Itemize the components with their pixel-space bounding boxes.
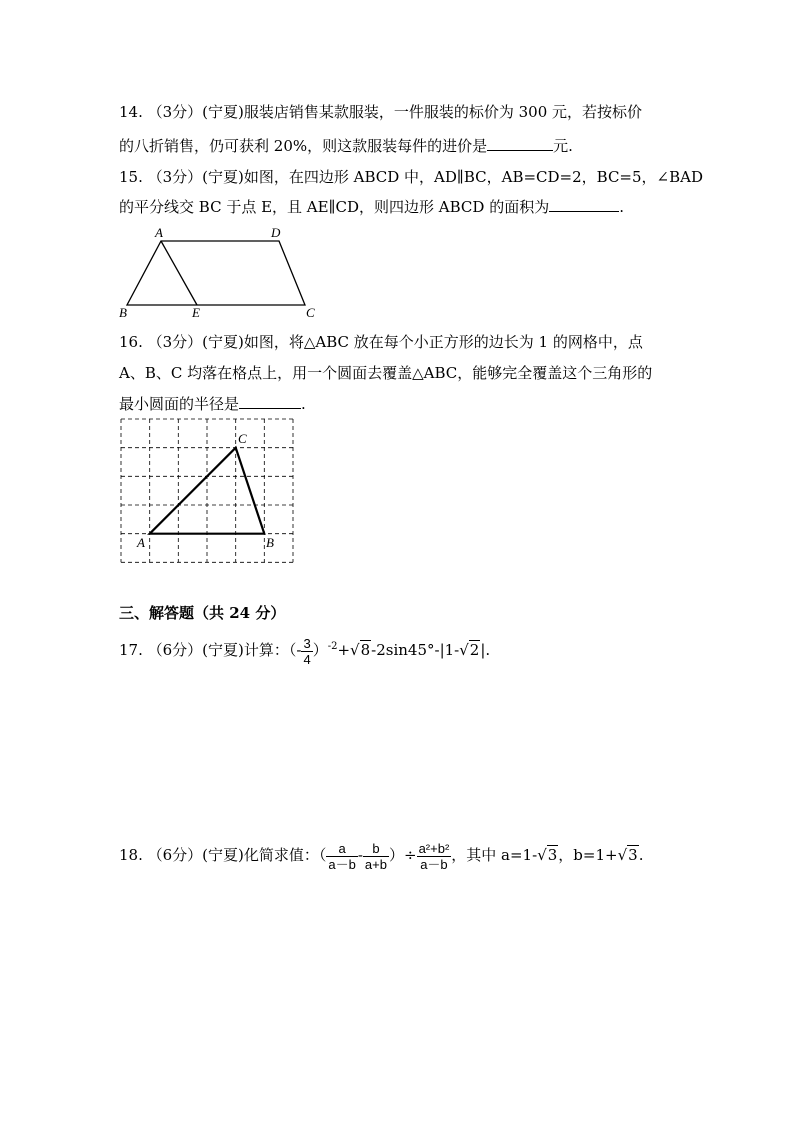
q14-line2-text: 的八折销售，仍可获利 20%，则这款服装每件的进价是 xyxy=(119,137,488,155)
q16-grid-figure xyxy=(115,415,300,567)
q15-answer-blank[interactable] xyxy=(549,197,619,212)
q14-line2 xyxy=(119,136,573,156)
q18-tail2: ，b=1+ xyxy=(558,846,618,864)
q18-minus: - xyxy=(357,846,363,864)
q18-f2-den: a+b xyxy=(364,856,387,872)
q18-fraction-3 xyxy=(417,841,452,872)
q18-fraction-2 xyxy=(363,841,389,872)
q18-f2-num: b xyxy=(363,841,389,857)
q16-line2: A、B、C 均落在格点上，用一个圆面去覆盖△ABC，能够完全覆盖这个三角形的 xyxy=(119,364,653,382)
segment-ae xyxy=(161,241,197,305)
q18-line: 18. （6分）(宁夏)化简求值：（ $\frac{a}{a-b}$ - $\frac{b}{a+b}$ ）÷ $\frac{\text{a²+b²}}{a-b}$ ，其中 a=1-√3，b=1+√3. xyxy=(119,840,644,872)
q17-end: |. xyxy=(480,641,491,659)
q18-f3-num: a²+b² xyxy=(418,840,450,856)
q14-line1: 14. （3分）(宁夏)服装店销售某款服装，一件服装的标价为 300 元，若按标价 xyxy=(119,103,643,121)
trapezoid-abcd xyxy=(127,241,305,305)
q18-close: ）÷ xyxy=(388,846,417,864)
q17-exponent: -2 xyxy=(327,641,338,652)
q17-plus: + xyxy=(337,641,351,659)
q17-frac-num: 3 xyxy=(303,635,311,651)
label-b: B xyxy=(266,535,274,550)
q18-f1-den: a－b xyxy=(328,856,356,872)
q15-line2 xyxy=(119,197,624,217)
q18-prefix: 18. （6分）(宁夏)化简求值：（ xyxy=(119,846,327,864)
q17-prefix: 17. （6分）(宁夏)计算：（ xyxy=(119,641,297,659)
q15-line1: 15. （3分）(宁夏)如图，在四边形 ABCD 中，AD∥BC，AB=CD=2，BC=5，∠BAD xyxy=(119,168,703,186)
label-e: E xyxy=(192,305,200,320)
q18-f1-num: a xyxy=(326,841,357,857)
q17-fraction xyxy=(301,636,312,667)
section-3-title: 三、解答题（共 24 分） xyxy=(119,604,286,622)
label-a: A xyxy=(137,535,145,550)
q18-tail3: . xyxy=(638,846,644,864)
q18-sqrt3b: 3 xyxy=(628,846,638,864)
q16-line1: 16. （3分）(宁夏)如图，将△ABC 放在每个小正方形的边长为 1 的网格中，点 xyxy=(119,333,643,351)
q14-line2-end: 元. xyxy=(553,137,573,155)
q18-fraction-1 xyxy=(326,841,357,872)
q18-tail1: ，其中 a=1- xyxy=(451,846,538,864)
label-c: C xyxy=(306,305,315,320)
label-b: B xyxy=(119,305,127,320)
label-a: A xyxy=(155,225,163,240)
q18-f3-den: a－b xyxy=(420,856,448,872)
q18-sqrt3a: 3 xyxy=(547,846,558,864)
q17-sqrt2: 2 xyxy=(469,641,480,659)
q17-frac-sign: - xyxy=(296,641,302,659)
q17-line: 17. （6分）(宁夏)计算：（- $\frac{3}{4}$ ）$^{-2}$+√8-2sin45°-|1-√2|. xyxy=(119,635,491,667)
q16-line3-text: 最小圆面的半径是 xyxy=(119,395,240,413)
q14-answer-blank[interactable] xyxy=(487,136,553,151)
q17-sqrt8: 8 xyxy=(360,641,371,659)
q17-close: ） xyxy=(312,641,328,659)
q17-mid: -2sin45°-|1- xyxy=(371,641,460,659)
label-d: D xyxy=(271,225,281,240)
q16-answer-blank[interactable] xyxy=(239,394,301,409)
q15-line2-end: . xyxy=(619,198,624,216)
q16-line3-end: . xyxy=(301,395,306,413)
q16-line3 xyxy=(119,394,306,414)
q17-frac-den: 4 xyxy=(303,651,311,667)
q15-line2-text: 的平分线交 BC 于点 E，且 AE∥CD，则四边形 ABCD 的面积为 xyxy=(119,198,550,216)
label-c: C xyxy=(238,431,247,446)
q15-trapezoid-figure xyxy=(115,224,325,320)
